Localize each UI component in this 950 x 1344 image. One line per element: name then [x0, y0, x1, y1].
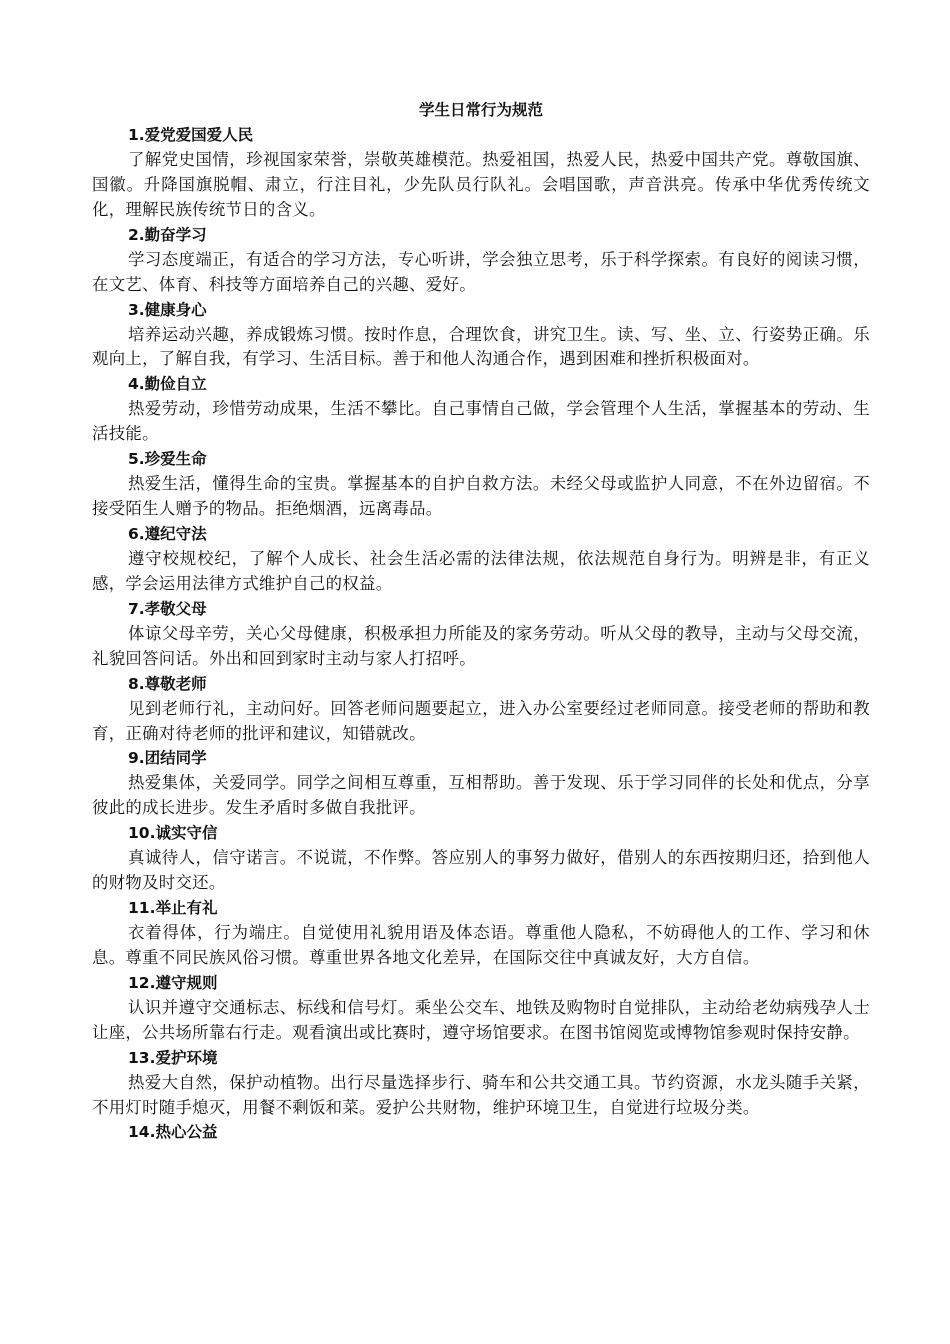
section-body: 真诚待人，信守诺言。不说谎，不作弊。答应别人的事努力做好，借别人的东西按期归还，拾到他人的财物及时交还。 — [92, 848, 870, 893]
section-heading: 9.团结同学 — [128, 749, 207, 768]
document-page — [92, 98, 870, 1145]
section-follow-rules — [92, 971, 870, 1046]
section-heading: 13.爱护环境 — [128, 1048, 218, 1067]
section-heading: 14.热心公益 — [128, 1123, 218, 1142]
section-body: 认识并遵守交通标志、标线和信号灯。乘坐公交车、地铁及购物时自觉排队，主动给老幼病残孕人士让座，公共场所靠右行走。观看演出或比赛时，遵守场馆要求。在图书馆阅览或博物馆参观时保持安静。 — [92, 997, 870, 1042]
section-body: 学习态度端正，有适合的学习方法，专心听讲，学会独立思考，乐于科学探索。有良好的阅读习惯，在文艺、体育、科技等方面培养自己的兴趣、爱好。 — [92, 249, 870, 294]
section-healthy-body-mind — [92, 298, 870, 373]
section-public-welfare — [92, 1120, 870, 1145]
section-respect-parents — [92, 597, 870, 672]
section-heading: 3.健康身心 — [128, 300, 207, 319]
section-heading: 10.诚实守信 — [128, 824, 218, 843]
section-body: 见到老师行礼，主动问好。回答老师问题要起立，进入办公室要经过老师同意。接受老师的帮助和教育，正确对待老师的批评和建议，知错就改。 — [92, 698, 870, 743]
section-body: 热爱生活，懂得生命的宝贵。掌握基本的自护自救方法。未经父母或监护人同意，不在外边留宿。不接受陌生人赠予的物品。拒绝烟酒，远离毒品。 — [92, 474, 870, 519]
section-love-party-country — [92, 123, 870, 223]
section-body: 热爱集体，关爱同学。同学之间相互尊重，互相帮助。善于发现、乐于学习同伴的长处和优点，分享彼此的成长进步。发生矛盾时多做自我批评。 — [92, 773, 870, 818]
section-heading: 5.珍爱生命 — [128, 450, 207, 469]
document-title: 学生日常行为规范 — [418, 101, 543, 119]
section-heading: 8.尊敬老师 — [128, 674, 207, 693]
section-thrifty-independent — [92, 372, 870, 447]
section-courtesy — [92, 896, 870, 971]
section-honesty — [92, 821, 870, 896]
section-heading: 6.遵纪守法 — [128, 524, 207, 543]
section-obey-law — [92, 522, 870, 597]
section-heading: 4.勤俭自立 — [128, 375, 207, 394]
section-cherish-life — [92, 447, 870, 522]
section-heading: 11.举止有礼 — [128, 899, 218, 918]
section-body: 体谅父母辛劳，关心父母健康，积极承担力所能及的家务劳动。听从父母的教导，主动与父母交流，礼貌回答问话。外出和回到家时主动与家人打招呼。 — [92, 623, 870, 668]
section-protect-environment — [92, 1046, 870, 1121]
section-body: 热爱大自然，保护动植物。出行尽量选择步行、骑车和公共交通工具。节约资源，水龙头随手关紧，不用灯时随手熄灭，用餐不剩饭和菜。爱护公共财物，维护环境卫生，自觉进行垃圾分类。 — [92, 1072, 870, 1117]
section-heading: 2.勤奋学习 — [128, 225, 207, 244]
section-body: 了解党史国情，珍视国家荣誉，崇敬英雄模范。热爱祖国，热爱人民，热爱中国共产党。尊敬国旗、国徽。升降国旗脱帽、肃立，行注目礼，少先队员行队礼。会唱国歌，声音洪亮。传承中华优秀传统文化，理解民族传统节日的含义。 — [92, 150, 870, 219]
section-respect-teachers — [92, 672, 870, 747]
section-body: 遵守校规校纪，了解个人成长、社会生活必需的法律法规，依法规范自身行为。明辨是非，有正义感，学会运用法律方式维护自己的权益。 — [92, 548, 870, 593]
section-body: 衣着得体，行为端庄。自觉使用礼貌用语及体态语。尊重他人隐私，不妨碍他人的工作、学习和休息。尊重不同民族风俗习惯。尊重世界各地文化差异，在国际交往中真诚友好，大方自信。 — [92, 923, 870, 967]
section-diligent-study — [92, 223, 870, 298]
section-heading: 12.遵守规则 — [128, 973, 218, 992]
section-heading: 1.爱党爱国爱人民 — [128, 126, 254, 144]
section-unite-classmates — [92, 746, 870, 821]
section-body: 热爱劳动，珍惜劳动成果，生活不攀比。自己事情自己做，学会管理个人生活，掌握基本的劳动、生活技能。 — [92, 399, 870, 444]
section-body: 培养运动兴趣，养成锻炼习惯。按时作息，合理饮食，讲究卫生。读、写、坐、立、行姿势正确。乐观向上，了解自我，有学习、生活目标。善于和他人沟通合作，遇到困难和挫折积极面对。 — [92, 324, 870, 369]
section-heading: 7.孝敬父母 — [128, 599, 207, 618]
